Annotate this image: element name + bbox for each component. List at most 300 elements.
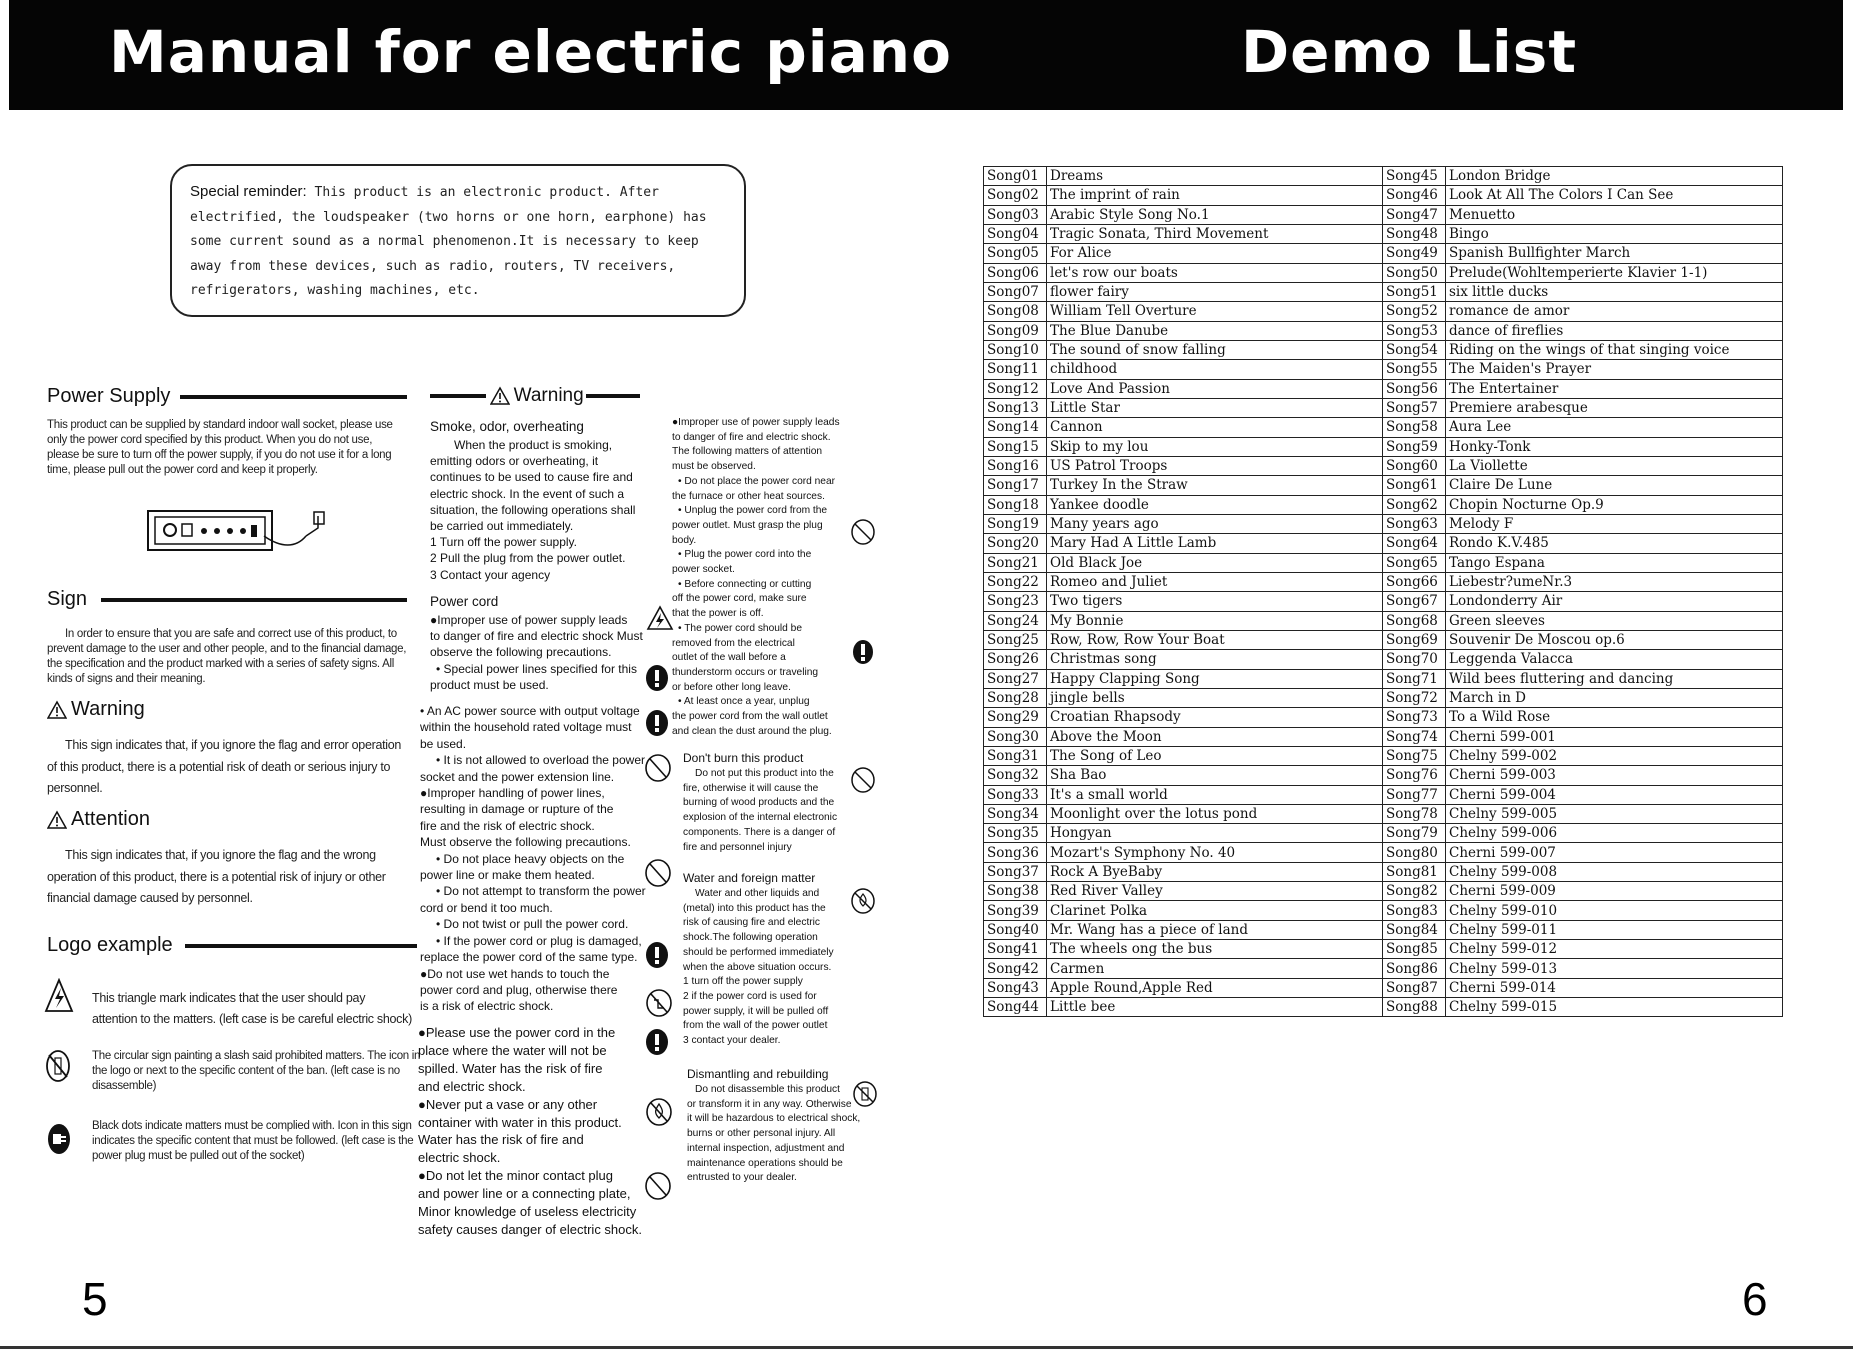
cord-line: ●Improper use of power supply leads (430, 613, 628, 627)
song-title-cell: Chelny 599-011 (1446, 920, 1783, 939)
smoke-line: 1 Turn off the power supply. (430, 535, 577, 550)
song-title-cell: jingle bells (1047, 688, 1383, 707)
table-row (984, 321, 1783, 340)
song-number-cell: Song42 (984, 959, 1047, 978)
song-number-cell: Song80 (1383, 843, 1446, 862)
song-number-cell: Song50 (1383, 263, 1446, 282)
song-title-cell: The Song of Leo (1047, 746, 1383, 765)
water-foreign-line: shock.The following operation (683, 932, 818, 944)
song-number-cell: Song79 (1383, 824, 1446, 843)
song-title-cell: Carmen (1047, 959, 1383, 978)
song-title-cell: Cherni 599-007 (1446, 843, 1783, 862)
song-title-cell: The Blue Danube (1047, 321, 1383, 340)
song-title-cell: Chopin Nocturne Op.9 (1446, 495, 1783, 514)
song-number-cell: Song02 (984, 186, 1047, 205)
ac-line: ●Do not use wet hands to touch the (420, 966, 610, 981)
song-title-cell: The wheels ong the bus (1047, 940, 1383, 959)
table-row (984, 592, 1783, 611)
mandatory-unplug-icon (851, 638, 875, 666)
table-row (984, 167, 1783, 186)
song-title-cell: Love And Passion (1047, 379, 1383, 398)
song-title-cell: dance of fireflies (1446, 321, 1783, 340)
improper-line: The following matters of attention (672, 446, 823, 458)
table-row (984, 534, 1783, 553)
logo-example-item-3: Black dots indicate matters must be complied with. Icon in this sign indicates the specific content that must be followed. (left case is the power plug must be pulled out of the socket) (92, 1120, 414, 1162)
table-row (984, 940, 1783, 959)
song-title-cell: To a Wild Rose (1446, 708, 1783, 727)
improper-line: off the power cord, make sure (672, 593, 807, 605)
table-row (984, 263, 1783, 282)
smoke-line: When the product is smoking, (454, 438, 613, 452)
cord-line: to danger of fire and electric shock Must (430, 629, 643, 644)
song-number-cell: Song04 (984, 224, 1047, 243)
song-title-cell: Mozart's Symphony No. 40 (1047, 843, 1383, 862)
no-water-icon (645, 1097, 673, 1127)
song-number-cell: Song40 (984, 920, 1047, 939)
song-title-cell: Cannon (1047, 418, 1383, 437)
water-foreign-line: 3 contact your dealer. (683, 1035, 781, 1047)
logo-example-item-1: This triangle mark indicates that the user should pay attention to the matters. (left case is be careful electric shock) (92, 991, 412, 1026)
song-number-cell: Song63 (1383, 514, 1446, 533)
song-title-cell: Christmas song (1047, 650, 1383, 669)
song-number-cell: Song88 (1383, 998, 1446, 1017)
warning-column-header (430, 385, 640, 407)
water-foreign-matter-section (683, 870, 863, 1049)
table-row (984, 398, 1783, 417)
prohibited-icon (850, 766, 876, 794)
table-row (984, 727, 1783, 746)
demo-list-title: Demo List (1241, 18, 1578, 86)
ac-line: • Do not place heavy objects on the (436, 851, 625, 866)
song-number-cell: Song82 (1383, 882, 1446, 901)
song-title-cell: romance de amor (1446, 302, 1783, 321)
song-title-cell: Honky-Tonk (1446, 437, 1783, 456)
demo-song-table-body (984, 167, 1783, 1017)
song-number-cell: Song51 (1383, 282, 1446, 301)
water-foreign-line: Water and other liquids and (695, 888, 820, 899)
song-number-cell: Song57 (1383, 398, 1446, 417)
song-number-cell: Song08 (984, 302, 1047, 321)
song-title-cell: Two tigers (1047, 592, 1383, 611)
song-title-cell: let's row our boats (1047, 263, 1383, 282)
ac-line: is a risk of electric shock. (420, 999, 554, 1014)
power-supply-section (47, 385, 407, 478)
song-number-cell: Song59 (1383, 437, 1446, 456)
song-number-cell: Song85 (1383, 940, 1446, 959)
logo-example-item-2: The circular sign painting a slash said prohibited matters. The icon in the logo or next to the specific content of the ban. (left case is no disassemble) (92, 1050, 421, 1092)
water-foreign-line: 1 turn off the power supply (683, 976, 803, 988)
table-row (984, 418, 1783, 437)
song-number-cell: Song43 (984, 978, 1047, 997)
dont-burn-title: Don't burn this product (683, 751, 804, 765)
song-title-cell: Cherni 599-004 (1446, 785, 1783, 804)
improper-line: power socket. (672, 564, 735, 576)
ac-line: ●Improper handling of power lines, (420, 786, 605, 801)
song-title-cell: Liebestr?umeNr.3 (1446, 572, 1783, 591)
song-title-cell: Chelny 599-005 (1446, 804, 1783, 823)
improper-line: • Before connecting or cutting (678, 578, 812, 590)
song-number-cell: Song38 (984, 882, 1047, 901)
song-number-cell: Song37 (984, 862, 1047, 881)
song-title-cell: Above the Moon (1047, 727, 1383, 746)
improper-line: or before other long leave. (672, 681, 791, 693)
song-number-cell: Song86 (1383, 959, 1446, 978)
smoke-line: electric shock. In the event of such a (430, 486, 625, 501)
song-title-cell: It's a small world (1047, 785, 1383, 804)
water-foreign-line: when the above situation occurs. (683, 961, 832, 973)
song-number-cell: Song21 (984, 553, 1047, 572)
song-title-cell: flower fairy (1047, 282, 1383, 301)
dismantling-line: Do not disassemble this product (695, 1084, 840, 1095)
attention-sign-heading: Attention (71, 808, 150, 830)
song-number-cell: Song20 (984, 534, 1047, 553)
song-title-cell: Chelny 599-012 (1446, 940, 1783, 959)
song-number-cell: Song67 (1383, 592, 1446, 611)
warning-column-heading: Warning (513, 385, 584, 406)
song-number-cell: Song09 (984, 321, 1047, 340)
song-title-cell: Rock A ByeBaby (1047, 862, 1383, 881)
song-title-cell: My Bonnie (1047, 611, 1383, 630)
song-number-cell: Song46 (1383, 186, 1446, 205)
water-foreign-line: should be performed immediately (683, 946, 834, 958)
special-reminder-box (170, 164, 746, 317)
song-title-cell: six little ducks (1446, 282, 1783, 301)
smoke-line: emitting odors or overheating, it (430, 454, 599, 469)
dismantling-line: burns or other personal injury. All (687, 1128, 836, 1140)
table-row (984, 437, 1783, 456)
song-title-cell: Arabic Style Song No.1 (1047, 205, 1383, 224)
improper-line: ●Improper use of power supply leads (672, 417, 840, 428)
song-title-cell: Row, Row, Row Your Boat (1047, 630, 1383, 649)
table-row (984, 495, 1783, 514)
water-line: and electric shock. (418, 1078, 526, 1094)
song-title-cell: Bingo (1446, 224, 1783, 243)
song-title-cell: The Entertainer (1446, 379, 1783, 398)
mandatory-unplug-icon (644, 940, 670, 970)
prohibited-icon (644, 1171, 672, 1201)
song-number-cell: Song15 (984, 437, 1047, 456)
song-number-cell: Song58 (1383, 418, 1446, 437)
ac-line: • Do not twist or pull the power cord. (436, 917, 629, 932)
power-cord-section (430, 593, 650, 693)
song-title-cell: Skip to my lou (1047, 437, 1383, 456)
no-wet-hands-icon (645, 988, 673, 1018)
header-bar (9, 0, 1843, 110)
mandatory-unplug-icon (644, 663, 670, 693)
table-row (984, 514, 1783, 533)
song-number-cell: Song17 (984, 476, 1047, 495)
song-number-cell: Song47 (1383, 205, 1446, 224)
water-foreign-line: risk of causing fire and electric (683, 917, 821, 929)
song-title-cell: Chelny 599-010 (1446, 901, 1783, 920)
song-title-cell: childhood (1047, 360, 1383, 379)
song-title-cell: Moonlight over the lotus pond (1047, 804, 1383, 823)
table-row (984, 804, 1783, 823)
power-cord-title: Power cord (430, 594, 499, 609)
dismantling-line: it will be hazardous to electrical shock, (687, 1113, 861, 1125)
smoke-line: situation, the following operations shall (430, 502, 636, 517)
improper-line: to danger of fire and electric shock. (672, 431, 831, 443)
improper-line: • Plug the power cord into the (678, 549, 812, 561)
song-number-cell: Song66 (1383, 572, 1446, 591)
table-row (984, 920, 1783, 939)
table-row (984, 572, 1783, 591)
song-title-cell: The sound of snow falling (1047, 340, 1383, 359)
song-title-cell: Turkey In the Straw (1047, 476, 1383, 495)
table-row (984, 611, 1783, 630)
dismantling-line: maintenance operations should be (687, 1157, 843, 1169)
table-row (984, 998, 1783, 1017)
song-number-cell: Song16 (984, 456, 1047, 475)
heading-rule (101, 598, 407, 602)
song-number-cell: Song07 (984, 282, 1047, 301)
water-foreign-line: from the wall of the power outlet (683, 1020, 828, 1032)
prohibited-icon (644, 753, 672, 783)
table-row (984, 746, 1783, 765)
burn-line: components. There is a danger of (683, 826, 836, 838)
ac-line: • If the power cord or plug is damaged, (436, 933, 642, 948)
warning-triangle-icon (47, 700, 67, 720)
song-number-cell: Song03 (984, 205, 1047, 224)
song-number-cell: Song45 (1383, 167, 1446, 186)
song-title-cell: Little bee (1047, 998, 1383, 1017)
song-number-cell: Song23 (984, 592, 1047, 611)
song-title-cell: The imprint of rain (1047, 186, 1383, 205)
table-row (984, 360, 1783, 379)
song-title-cell: London Bridge (1446, 167, 1783, 186)
table-row (984, 688, 1783, 707)
song-number-cell: Song54 (1383, 340, 1446, 359)
song-title-cell: Dreams (1047, 167, 1383, 186)
song-title-cell: Tango Espana (1446, 553, 1783, 572)
table-row (984, 669, 1783, 688)
smoke-line: be carried out immediately. (430, 519, 574, 534)
ac-line: fire and the risk of electric shock. (420, 818, 595, 833)
reminder-text: This product is an electronic product. After electrified, the loudspeaker (two horns or one horn, earphone) has some current sound as a normal phenomenon.It is necessary to keep away from these devices, such as radio, routers, TV receivers, refrigerators, washing machines, etc. (190, 185, 707, 298)
song-number-cell: Song81 (1383, 862, 1446, 881)
song-number-cell: Song27 (984, 669, 1047, 688)
song-title-cell: For Alice (1047, 244, 1383, 263)
song-title-cell: Clarinet Polka (1047, 901, 1383, 920)
improper-line: must be observed. (672, 461, 756, 473)
song-title-cell: Riding on the wings of that singing voice (1446, 340, 1783, 359)
song-number-cell: Song61 (1383, 476, 1446, 495)
song-number-cell: Song29 (984, 708, 1047, 727)
song-number-cell: Song48 (1383, 224, 1446, 243)
song-title-cell: Cherni 599-003 (1446, 766, 1783, 785)
warning-triangle-icon (490, 386, 509, 406)
water-line: spilled. Water has the risk of fire (418, 1060, 603, 1076)
song-number-cell: Song35 (984, 824, 1047, 843)
song-title-cell: La Viollette (1446, 456, 1783, 475)
table-row (984, 553, 1783, 572)
song-number-cell: Song01 (984, 167, 1047, 186)
ac-line: power cord and plug, otherwise there (420, 982, 618, 997)
ac-line: replace the power cord of the same type. (420, 950, 638, 965)
keyboard-panel-diagram (146, 508, 336, 556)
water-line: Water has the risk of fire and (418, 1132, 584, 1148)
smoke-title: Smoke, odor, overheating (430, 419, 584, 434)
song-number-cell: Song53 (1383, 321, 1446, 340)
song-title-cell: William Tell Overture (1047, 302, 1383, 321)
song-title-cell: Romeo and Juliet (1047, 572, 1383, 591)
song-title-cell: Happy Clapping Song (1047, 669, 1383, 688)
table-row (984, 224, 1783, 243)
song-title-cell: Claire De Lune (1446, 476, 1783, 495)
logo-example-heading: Logo example (47, 934, 173, 956)
song-title-cell: Chelny 599-008 (1446, 862, 1783, 881)
electric-shock-warning-icon (646, 605, 674, 631)
song-number-cell: Song13 (984, 398, 1047, 417)
song-title-cell: Yankee doodle (1047, 495, 1383, 514)
song-number-cell: Song18 (984, 495, 1047, 514)
table-row (984, 282, 1783, 301)
heading-rule (185, 944, 417, 948)
no-water-icon (850, 887, 876, 915)
song-title-cell: Melody F (1446, 514, 1783, 533)
prohibited-icon (850, 518, 876, 546)
song-title-cell: Londonderry Air (1446, 592, 1783, 611)
logo-example-section (47, 934, 417, 957)
attention-triangle-icon (47, 810, 67, 830)
smoke-line: 2 Pull the plug from the power outlet. (430, 551, 626, 566)
improper-use-section (672, 416, 862, 739)
song-title-cell: Leggenda Valacca (1446, 650, 1783, 669)
heading-rule (586, 394, 640, 398)
sign-text: In order to ensure that you are safe and correct use of this product, to prevent damage to the user and other people, and to the financial damage, the specification and the product marked with a series of safety signs. All kinds of signs and their meaning. (47, 628, 407, 685)
improper-line: the furnace or other heat sources. (672, 490, 825, 502)
song-number-cell: Song68 (1383, 611, 1446, 630)
heading-rule (180, 395, 407, 399)
song-title-cell: Green sleeves (1446, 611, 1783, 630)
table-row (984, 901, 1783, 920)
water-line: container with water in this product. (418, 1114, 622, 1130)
song-number-cell: Song87 (1383, 978, 1446, 997)
table-row (984, 978, 1783, 997)
improper-line: the power cord from the wall outlet (672, 711, 828, 723)
song-title-cell: Souvenir De Moscou op.6 (1446, 630, 1783, 649)
song-title-cell: Chelny 599-015 (1446, 998, 1783, 1017)
ac-power-section (420, 703, 655, 1015)
table-row (984, 824, 1783, 843)
water-line: ●Please use the power cord in the (418, 1025, 616, 1040)
song-number-cell: Song11 (984, 360, 1047, 379)
water-foreign-line: 2 if the power cord is used for (683, 990, 817, 1002)
dismantling-line: or transform it in any way. Otherwise (687, 1098, 852, 1110)
song-number-cell: Song70 (1383, 650, 1446, 669)
song-number-cell: Song10 (984, 340, 1047, 359)
page-number-right: 6 (1742, 1273, 1768, 1325)
ac-line: • It is not allowed to overload the power (436, 753, 645, 768)
ac-line: be used. (420, 736, 467, 751)
burn-line: explosion of the internal electronic (683, 812, 838, 824)
song-number-cell: Song52 (1383, 302, 1446, 321)
song-title-cell: Mr. Wang has a piece of land (1047, 920, 1383, 939)
improper-line: outlet of the wall before a (672, 652, 786, 664)
electric-shock-warning-icon (44, 978, 74, 1014)
improper-line: • The power cord should be (678, 622, 803, 634)
demo-song-table (983, 166, 1783, 1017)
unplug-mandatory-icon (46, 1122, 72, 1156)
dismantling-title: Dismantling and rebuilding (687, 1067, 829, 1081)
song-number-cell: Song31 (984, 746, 1047, 765)
water-safety-section (418, 1024, 658, 1239)
table-row (984, 708, 1783, 727)
song-title-cell: Spanish Bullfighter March (1446, 244, 1783, 263)
cord-line: product must be used. (430, 677, 549, 692)
table-row (984, 302, 1783, 321)
song-number-cell: Song22 (984, 572, 1047, 591)
song-title-cell: March in D (1446, 688, 1783, 707)
ac-line: • An AC power source with output voltage (420, 704, 640, 718)
song-title-cell: Tragic Sonata, Third Movement (1047, 224, 1383, 243)
improper-line: that the power is off. (672, 608, 764, 620)
song-number-cell: Song05 (984, 244, 1047, 263)
table-row (984, 340, 1783, 359)
improper-line: body. (672, 534, 697, 546)
song-number-cell: Song34 (984, 804, 1047, 823)
sign-heading: Sign (47, 588, 88, 610)
prohibited-icon (644, 858, 672, 888)
song-number-cell: Song73 (1383, 708, 1446, 727)
song-number-cell: Song25 (984, 630, 1047, 649)
no-disassemble-icon (44, 1048, 72, 1084)
song-title-cell: Menuetto (1446, 205, 1783, 224)
mandatory-unplug-icon (644, 708, 670, 738)
table-row (984, 379, 1783, 398)
song-number-cell: Song39 (984, 901, 1047, 920)
heading-rule (430, 394, 486, 398)
song-title-cell: Cherni 599-009 (1446, 882, 1783, 901)
table-row (984, 882, 1783, 901)
water-line: safety causes danger of electric shock. (418, 1221, 643, 1237)
song-title-cell: Many years ago (1047, 514, 1383, 533)
song-title-cell: Croatian Rhapsody (1047, 708, 1383, 727)
song-title-cell: Hongyan (1047, 824, 1383, 843)
power-supply-heading: Power Supply (47, 385, 171, 407)
water-foreign-line: (metal) into this product has the (683, 902, 826, 914)
song-title-cell: The Maiden's Prayer (1446, 360, 1783, 379)
song-number-cell: Song60 (1383, 456, 1446, 475)
cord-line: • Special power lines specified for this (436, 661, 637, 676)
dismantling-line: entrusted to your dealer. (687, 1172, 797, 1184)
improper-line: • At least once a year, unplug (678, 696, 810, 708)
water-line: electric shock. (418, 1150, 501, 1166)
burn-line: Do not put this product into the (695, 768, 834, 779)
song-number-cell: Song24 (984, 611, 1047, 630)
water-line: place where the water will not be (418, 1042, 607, 1058)
song-number-cell: Song49 (1383, 244, 1446, 263)
table-row (984, 476, 1783, 495)
song-number-cell: Song71 (1383, 669, 1446, 688)
song-title-cell: Apple Round,Apple Red (1047, 978, 1383, 997)
song-title-cell: Prelude(Wohltemperierte Klavier 1-1) (1446, 263, 1783, 282)
ac-line: Must observe the following precautions. (420, 835, 631, 850)
attention-sign-text: This sign indicates that, if you ignore the flag and the wrong operation of this product, there is a potential risk of injury or other financial damage caused by personnel. (47, 848, 386, 905)
song-title-cell: Aura Lee (1446, 418, 1783, 437)
song-title-cell: Wild bees fluttering and dancing (1446, 669, 1783, 688)
song-number-cell: Song64 (1383, 534, 1446, 553)
water-foreign-line: power supply, it will be pulled off (683, 1005, 829, 1017)
song-number-cell: Song26 (984, 650, 1047, 669)
ac-line: resulting in damage or rupture of the (420, 802, 614, 817)
song-title-cell: Old Black Joe (1047, 553, 1383, 572)
burn-line: fire, otherwise it will cause the (683, 782, 819, 794)
improper-line: • Unplug the power cord from the (678, 505, 828, 517)
water-foreign-title: Water and foreign matter (683, 871, 816, 885)
reminder-lead: Special reminder: (190, 183, 307, 200)
water-line: Minor knowledge of useless electricity (418, 1204, 637, 1220)
